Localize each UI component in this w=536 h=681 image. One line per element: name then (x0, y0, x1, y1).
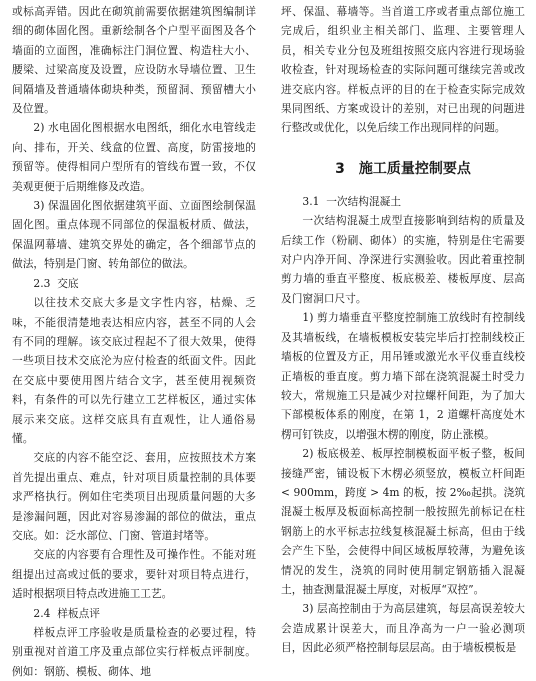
subsection-number: 3.1 (302, 194, 320, 208)
left-column (12, 2, 256, 681)
subsection-title: 交底 (57, 276, 79, 290)
section-title: 施工质量控制要点 (358, 160, 471, 177)
subsection-heading-3-1 (281, 192, 525, 211)
paragraph: 一次结构混凝土成型直接影响到结构的质量及后续工作（粉刷、砌体）的实施，特别是住宅需要对户内净开间、净深进行实测验收。因此着重控制剪力墙的垂直平整度、板底极差、楼板厚度、层高及门窗洞口尺寸。 (281, 214, 525, 305)
paragraph: 3) 层高控制由于为高层建筑，每层高误差较大会造成累计误差大，而且净高为一户一验必测项目，因此必须严格控制每层层高。由于墙板模板是 (281, 602, 525, 655)
subsection-heading-2-3 (12, 274, 256, 293)
paragraph: 以往技术交底大多是文字性内容，枯燥、乏味，不能很清楚地表达相应内容，甚至不同的人会有不同的理解。该交底过程起不了很大效果，使得一些项目技术交底沦为应付检查的纸面文件。因此在交底中要使用图片结合文字，甚至使用视频资料，有条件的可以先行建立工艺样板区，通过实体展示来交底。这样交底具有直观性，让人通俗易懂。 (12, 296, 256, 445)
subsection-title: 一次结构混凝土 (326, 194, 402, 208)
subsection-number: 2.4 (33, 606, 51, 620)
paragraph: 交底的内容要有合理性及可操作性。不能对班组提出过高或过低的要求，要针对项目特点进行，适时根据项目特点改进施工工艺。 (12, 548, 256, 601)
paragraph: 2) 板底极差、板厚控制模板面平板子整，板间接缝严密，铺设板下木楞必须竖放，模板立杆间距 < 900mm，跨度 > 4m 的板，按 2‰起拱。浇筑混凝土板厚及板面标高控制一般按照先前标记在柱钢筋上的水平标志拉线复核混凝土标高，但由于线会产生下坠，会使得中间区域板厚较薄，为避免该情况的发生，浇筑的同时使用制定钢筋插入混凝土，抽查测量混凝土厚度，对板厚“双控”。 (281, 447, 525, 596)
subsection-number: 2.3 (33, 276, 51, 290)
paragraph: 交底的内容不能空泛、套用，应按照技术方案首先提出重点、难点，针对项目质量控制的具体要求严格执行。例如住宅类项目出现质量问题的大多是渗漏问题，因此对容易渗漏的部位的做法，重点交底。如：泛水部位、门窗、管道封堵等。 (12, 451, 256, 542)
paragraph: 坪、保温、幕墙等。当首道工序或者重点部位施工完成后，组织业主相关部门、监理、主要管理人员，相关专业分包及班组按照交底内容进行现场验收检查，针对现场检查的实际问题可继续完善或改进交底内容。样板点评的目的在于检查实际完成效果同图纸、方案或设计的差别，对已出现的问题进行整改或优化，以免后续工作出现同样的问题。 (281, 5, 525, 135)
paragraph: 3) 保温固化图依据建筑平面、立面图绘制保温固化图。重点体现不同部位的保温板材质、做法，保温网幕墙、建筑交界处的确定，各个细部节点的做法，特别是门窗、转角部位的做法。 (12, 199, 256, 271)
subsection-title: 样板点评 (57, 606, 100, 620)
section-number: 3 (335, 160, 345, 177)
paragraph: 或标高弄错。因此在砌筑前需要依据建筑图编制详细的砌体固化图。重新绘制各个户型平面图及各个墙面的立面图，准确标注门洞位置、构造柱大小、腰梁、过梁高度及设置，应设防水导墙位置、卫生间隔墙及普通墙体砌块种类，预留洞、预留槽大小及位置。 (12, 5, 256, 116)
right-column (281, 2, 525, 658)
section-heading-3 (281, 158, 525, 180)
paragraph: 1) 剪力墙垂直平整度控制施工放线时有控制线及其墙板线，在墙板模板安装完毕后打控制线校正墙板的位置及方正，用吊锤或激光水平仪垂直线校正墙板的垂直度。剪力墙下部在浇筑混凝土时受力较大，常规施工只是减少对拉螺杆间距，为了加大下部模板体系的刚度，在第 1，2 道螺杆高度处木楞可钉铁皮，以增强木楞的刚度，防止涨模。 (281, 311, 525, 441)
paragraph: 2) 水电固化图根据水电图纸，细化水电管线走向、排布，开关、线盒的位置、高度，防雷接地的预留等。使得相同户型所有的管线布置一致，不仅美观更便于后期维修及改造。 (12, 121, 256, 193)
subsection-heading-2-4 (12, 604, 256, 623)
paragraph: 样板点评工序验收是质量检查的必要过程，特别重视对首道工序及重点部位实行样板点评制度。例如：钢筋、模板、砌体、地 (12, 626, 256, 678)
